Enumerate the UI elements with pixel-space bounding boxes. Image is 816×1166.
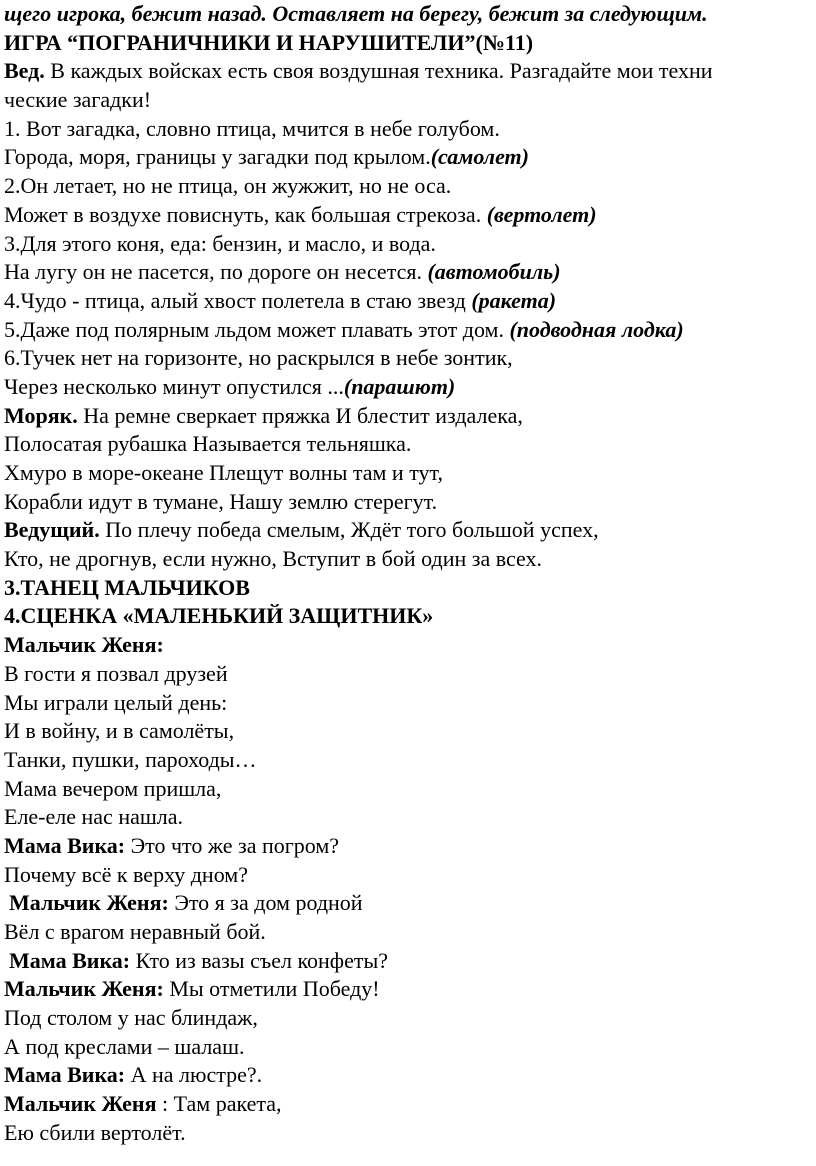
body-text: В каждых войсках есть своя воздушная техника. Разгадайте мои техни: [44, 58, 713, 84]
body-text: По плечу победа смелым, Ждёт того большой успех,: [99, 517, 599, 543]
text-line: [4, 631, 816, 660]
body-text: Полосатая рубашка Называется тельняшка.: [4, 431, 412, 457]
emphasized-text: (вертолет): [486, 201, 597, 227]
text-line: [4, 775, 816, 804]
body-text: 1. Вот загадка, словно птица, мчится в небе голубом.: [4, 115, 500, 141]
text-line: [4, 0, 816, 29]
body-text: Почему всё к верху дном?: [4, 861, 248, 887]
emphasized-text: 4.СЦЕНКА «МАЛЕНЬКИЙ ЗАЩИТНИК»: [4, 603, 434, 629]
emphasized-text: Мальчик Женя:: [4, 632, 164, 658]
emphasized-text: Мальчик Женя:: [4, 976, 164, 1002]
body-text: Города, моря, границы у загадки под крылом.: [4, 144, 431, 170]
body-text: Корабли идут в тумане, Нашу землю стерегут.: [4, 488, 438, 514]
text-line: [4, 574, 816, 603]
body-text: : Там ракета,: [156, 1091, 282, 1117]
emphasized-text: (парашют): [343, 373, 456, 399]
text-line: [4, 402, 816, 431]
body-text: 4.Чудо - птица, алый хвост полетела в стаю звезд: [4, 287, 472, 313]
text-line: [4, 373, 816, 402]
text-line: [4, 803, 816, 832]
text-line: [4, 57, 816, 86]
text-line: [9, 947, 816, 976]
text-line: [4, 545, 816, 574]
body-text: Это что же за погром?: [125, 832, 340, 858]
body-text: Мы отметили Победу!: [163, 976, 380, 1002]
text-line: [4, 861, 816, 890]
body-text: Кто, не дрогнув, если нужно, Вступит в бой один за всех.: [4, 546, 542, 572]
body-text: И в войну, и в самолёты,: [4, 718, 235, 744]
body-text: 6.Тучек нет на горизонте, но раскрылся в небе зонтик,: [4, 345, 513, 371]
text-line: [9, 889, 816, 918]
text-line: [4, 717, 816, 746]
body-text: Через несколько минут опустился ...: [4, 373, 344, 399]
text-line: [4, 459, 816, 488]
text-line: [4, 316, 816, 345]
body-text: Еле-еле нас нашла.: [4, 804, 184, 830]
text-line: [4, 1033, 816, 1062]
body-text: Танки, пушки, пароходы…: [4, 746, 257, 772]
body-text: Кто из вазы съел конфеты?: [130, 947, 388, 973]
emphasized-text: Мама Вика:: [4, 1062, 126, 1088]
emphasized-text: Мальчик Женя: [4, 1091, 157, 1117]
text-line: [4, 230, 816, 259]
emphasized-text: Мальчик Женя:: [9, 890, 169, 916]
body-text: На лугу он не пасется, по дороге он несется.: [4, 259, 428, 285]
text-line: [4, 1004, 816, 1033]
text-line: [4, 975, 816, 1004]
body-text: Это я за дом родной: [168, 890, 363, 916]
emphasized-text: (подводная лодка): [509, 316, 684, 342]
emphasized-text: Мама Вика:: [9, 947, 131, 973]
emphasized-text: Вед.: [4, 58, 45, 84]
text-line: [4, 488, 816, 517]
text-line: [4, 287, 816, 316]
emphasized-text: Моряк.: [4, 402, 78, 428]
body-text: 2.Он летает, но не птица, он жужжит, но не оса.: [4, 173, 452, 199]
text-line: [4, 516, 816, 545]
emphasized-text: (ракета): [471, 287, 557, 313]
text-line: [4, 602, 816, 631]
text-line: [4, 746, 816, 775]
body-text: 3.Для этого коня, еда: бензин, и масло, и вода.: [4, 230, 436, 256]
text-line: [4, 1061, 816, 1090]
text-line: [4, 430, 816, 459]
text-line: [4, 29, 816, 58]
text-line: [4, 172, 816, 201]
text-line: [4, 1119, 816, 1148]
body-text: Хмуро в море-океане Плещут волны там и тут,: [4, 460, 443, 485]
body-text: А под креслами – шалаш.: [4, 1033, 245, 1059]
text-line: [4, 1090, 816, 1119]
body-text: Может в воздухе повиснуть, как большая стрекоза.: [4, 201, 487, 227]
text-line: [4, 86, 816, 115]
body-text: ческие загадки!: [4, 87, 152, 113]
emphasized-text: (автомобиль): [427, 259, 561, 285]
text-line: [4, 115, 816, 144]
body-text: Ею сбили вертолёт.: [4, 1119, 186, 1145]
emphasized-text: щего игрока, бежит назад. Оставляет на берегу, бежит за следующим.: [4, 1, 708, 26]
body-text: В гости я позвал друзей: [4, 660, 228, 686]
text-line: [4, 660, 816, 689]
body-text: Мы играли целый день:: [4, 689, 228, 715]
body-text: Мама вечером пришла,: [4, 775, 222, 801]
emphasized-text: Мама Вика:: [4, 832, 126, 858]
body-text: Под столом у нас блиндаж,: [4, 1005, 258, 1031]
text-line: [4, 258, 816, 287]
text-line: [4, 689, 816, 718]
text-line: [4, 832, 816, 861]
text-line: [4, 201, 816, 230]
body-text: А на люстре?.: [125, 1062, 263, 1088]
text-line: [4, 344, 816, 373]
emphasized-text: Ведущий.: [4, 517, 100, 543]
emphasized-text: 3.ТАНЕЦ МАЛЬЧИКОВ: [4, 574, 250, 600]
body-text: Вёл с врагом неравный бой.: [4, 919, 266, 944]
body-text: На ремне сверкает пряжка И блестит издалека,: [77, 402, 523, 428]
body-text: 5.Даже под полярным льдом может плавать этот дом.: [4, 316, 510, 342]
text-line: [4, 918, 816, 947]
emphasized-text: (самолет): [430, 144, 529, 170]
text-line: [4, 143, 816, 172]
emphasized-text: ИГРА “ПОГРАНИЧНИКИ И НАРУШИТЕЛИ”(№11): [4, 29, 534, 55]
